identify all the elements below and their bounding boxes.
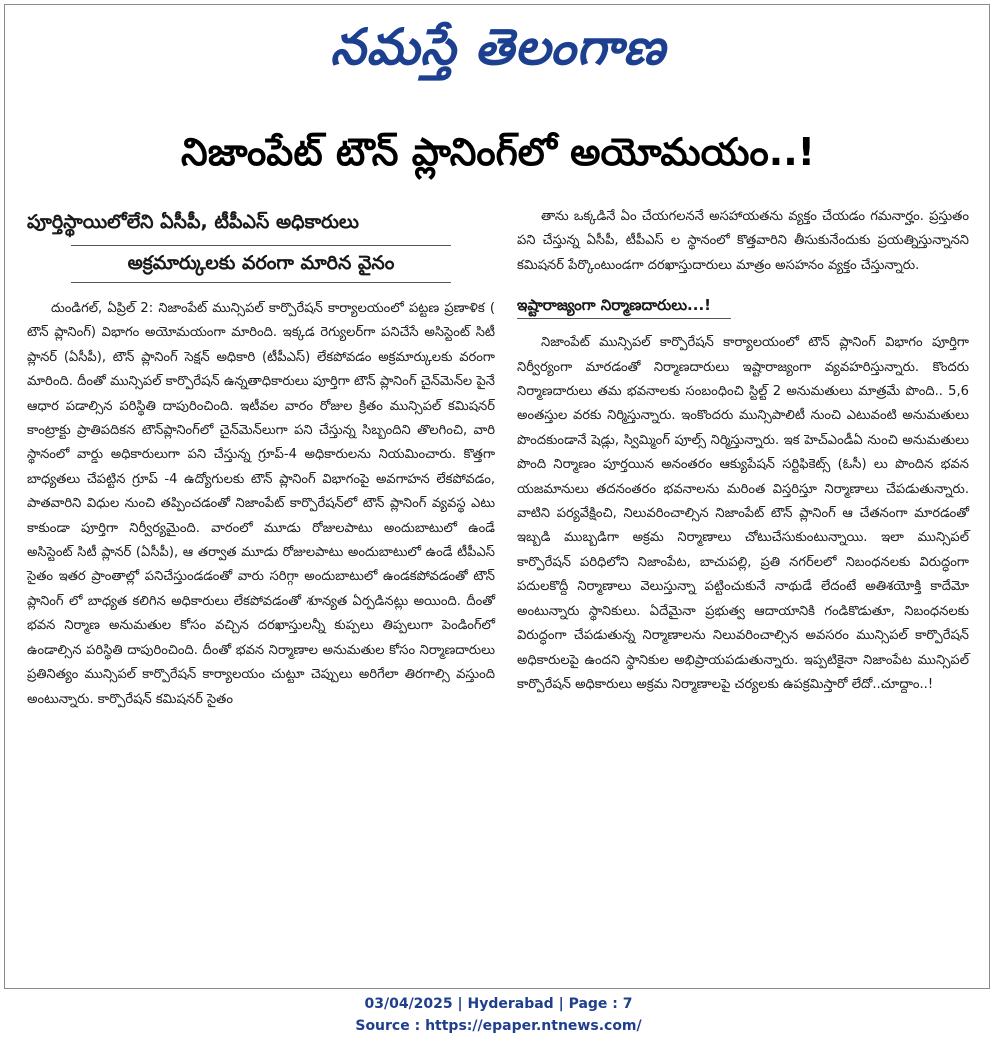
article-headline: నిజాంపేట్ టౌన్ ప్లానింగ్‌లో అయోమయం..! <box>181 130 815 174</box>
footer-date-edition: 03/04/2025 | Hyderabad | Page : 7 <box>364 996 633 1012</box>
left-body-text: దుండిగల్, ఏప్రిల్ 2: నిజాంపేట్ మున్సిపల్ కార్పొరేషన్ కార్యాలయంలో పట్టణ ప్రణాళిక ( టౌన్ ప్లానింగ్) విభాగం అయోమయంగా మారింది. ఇక్కడ రెగ్యులర్‌గా పనిచేసే అసిస్టెంట్ సిటీ ప్లానర్ (ఏసీపీ), టౌన్ ప్లానింగ్ సెక్షన్ అధికారి (టీపీఎస్) లేకపోవడం అక్రమార్కులకు వరంగా మారింది. దీంతో మున్సిపల్ కార్పొరేషన్ ఉన్నతాధికారులు పూర్తిగా టౌన్ ప్లానింగ్ చైన్‌మెన్‌ల పైనే ఆధార పడాల్సిన పరిస్థితి దాపురించింది. ఇటీవల వారం రోజుల క్రితం మున్సిపల్ కమిషనర్ కాంట్రాక్టు ప్రాతిపదికన టౌన్‌ప్లానింగ్‌లో చైన్‌మెన్‌లుగా పని చేస్తున్న సిబ్బందిని తొలగించి, వారి స్థానంలో వార్డు అధికారులుగా పని చేస్తున్న గ్రూప్-4 అధికారులను నియమించారు. కొత్తగా బాధ్యతలు చేపట్టిన గ్రూప్ -4 ఉద్యోగులకు టౌన్ ప్లానింగ్ విభాగంపై అవగాహన లేకపోవడం, పాతవారిని విధుల నుంచి తప్పించడంతో నిజాంపేట్ కార్పొరేషన్‌లో టౌన్ ప్లానింగ్ వ్యవస్థ ఎటు కాకుండా పూర్తిగా నిర్వీర్యమైంది. వారంలో మూడు రోజులపాటు అందుబాటులో ఉండే అసిస్టెంట్ సిటీ ప్లానర్ (ఏసీపీ), ఆ తర్వాత మూడు రోజులపాటు అందుబాటులో ఉండే టీపీఎస్ సైతం ఇతర ప్రాంతాల్లో పనిచేస్తుండడంతో వారు సరిగ్గా అందుబాటులో ఉండకపోవడంతో టౌన్ ప్లానింగ్ లో బాధ్యత కలిగిన అధికారులు లేకపోవడంతో శూన్యత ఏర్పడినట్లు అయింది. దీంతో భవన నిర్మాణ అనుమతుల కోసం వచ్చిన దరఖాస్తులన్నీ కుప్పలు తిప్పలుగా పెండింగ్‌లో ఉండాల్సిన పరిస్థితి దాపురించింది. దీంతో భవన నిర్మాణాల అనుమతుల కోసం నిర్మాణదారులు ప్రతినిత్యం మున్సిపల్ కార్పొరేషన్ కార్యాలయం చుట్టూ చెప్పులు అరిగేలా తిరగాల్సి వస్తుంది అంటున్నారు. కార్పొరేషన్ కమిషనర్ సైతం <box>27 301 495 707</box>
right-subheadline: ఇష్టారాజ్యంగా నిర్మాణదారులు...! <box>517 292 731 319</box>
right-column <box>517 205 969 697</box>
left-column <box>27 205 495 712</box>
right-body-text-1: తాను ఒక్కడినే ఏం చేయగలననే అసహాయతను వ్యక్తం చేయడం గమనార్హం. ప్రస్తుతం పని చేస్తున్న ఏసీపీ, టీపీఎస్ ల స్థానంలో కొత్తవారిని తీసుకునేందుకు ప్రయత్నిస్తున్నానని కమిషనర్ పేర్కొంటుండగా దరఖాస్తుదారులు మాత్రం అసహనం వ్యక్తం చేస్తున్నారు. <box>517 209 969 273</box>
right-body-text-2: నిజాంపేట్ మున్సిపల్ కార్పొరేషన్ కార్యాలయంలో టౌన్ ప్లానింగ్ విభాగం పూర్తిగా నిర్వీర్యంగా మారడంతో నిర్మాణదారులు ఇష్టారాజ్యంగా వ్యవహరిస్తున్నారు. కొందరు నిర్మాణదారులు తమ భవనాలకు సంబంధించి స్టిల్ట్ 2 అనుమతులు మాత్రమే పొంది.. 5,6 అంతస్తుల వరకు నిర్మిస్తున్నారు. ఇంకొందరు మున్సిపాలిటీ నుంచి ఎటువంటి అనుమతులు పొందకుండానే షెడ్లు, స్విమ్మింగ్ పూల్స్ నిర్మిస్తున్నారు. ఇక హెచ్ఎండీఏ నుంచి అనుమతులు పొంది నిర్మాణం పూర్తయిన అనంతరం ఆక్యుపేషన్ సర్టిఫికెట్స్ (ఓసీ) లు పొందిన భవన యజమానులు తదనంతరం భవనాలను మరింత విస్తరిస్తూ నిర్మాణాలు చేపడుతున్నారు. వాటిని పర్యవేక్షించి, నిలువరించాల్సిన నిజాంపేట్ టౌన్ ప్లానింగ్ ఆ చేతనంగా మారడంతో ఇబ్బడి ముబ్బడిగా అక్రమ నిర్మాణాలు చోటుచేసుకుంటున్నాయి. ఇలా మున్సిపల్ కార్పొరేషన్ పరిధిలోని నిజాంపేట, బాచుపల్లి, ప్రతి నగర్‌లలో నిబంధనలకు విరుద్ధంగా పదులకొద్దీ నిర్మాణాలు వెలుస్తున్నా పట్టించుకునే నాథుడే లేదంటే అతిశయోక్తి కాదేమో అంటున్నారు స్థానికులు. ఏదేమైనా ప్రభుత్వ ఆదాయానికి గండికొడుతూ, నిబంధనలకు విరుద్ధంగా చేపడుతున్న నిర్మాణాలను నిలువరించాల్సిన అవసరం మున్సిపల్ కార్పొరేషన్ అధికారులపై ఉందని స్థానికుల అభిప్రాయపడుతున్నారు. ఇప్పటికైనా నిజాంపేట మున్సిపల్ కార్పొరేషన్ అధికారులు అక్రమ నిర్మాణాలపై చర్యలకు ఉపక్రమిస్తారో లేదో..చూద్దాం..! <box>517 335 969 692</box>
subheadline-2: అక్రమార్కులకు వరంగా మారిన వైనం <box>71 245 451 283</box>
newspaper-clipping <box>4 4 990 989</box>
subheadline-1: పూర్తిస్థాయిలోలేని ఏసీపీ, టీపీఎస్ అధికారులు <box>27 211 359 233</box>
footer-source-link[interactable]: Source : https://epaper.ntnews.com/ <box>355 1018 642 1034</box>
masthead-logo: నమస్తే తెలంగాణ <box>330 17 666 76</box>
